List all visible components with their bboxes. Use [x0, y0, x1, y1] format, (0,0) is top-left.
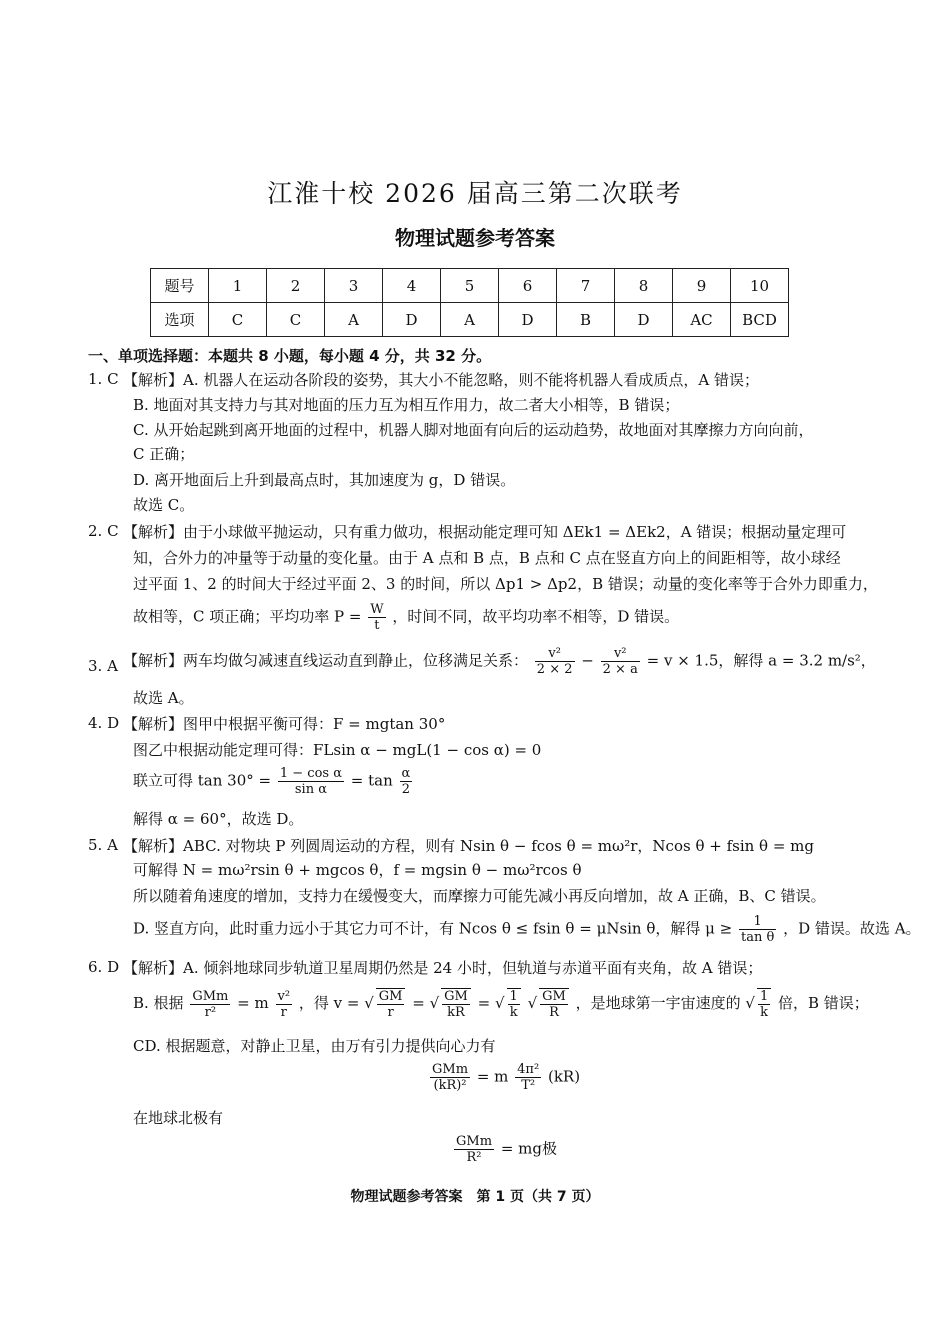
- text-span: = tan: [350, 771, 393, 790]
- section-heading: 一、单项选择题：本题共 8 小题，每小题 4 分，共 32 分。: [88, 347, 492, 365]
- document-subtitle: 物理试题参考答案: [395, 226, 555, 250]
- answer-line: 解得 α = 60°，故选 D。: [133, 810, 304, 828]
- fraction: [739, 914, 776, 945]
- fraction: [276, 989, 293, 1020]
- answer-line: [133, 914, 921, 945]
- text-span: = m: [476, 1067, 509, 1086]
- numerator: α: [401, 766, 411, 781]
- text-span: B. 根据: [133, 994, 184, 1012]
- text-span: 【解析】两车均做匀减速直线运动直到静止，位移满足关系：: [123, 651, 529, 670]
- table-cell: 4: [383, 269, 441, 303]
- question-number: 4. D: [88, 714, 120, 732]
- answer-line: 知，合外力的冲量等于动量的变化量。由于 A 点和 B 点，B 点和 C 点在竖直方向上的间距相等，故小球经: [133, 549, 841, 567]
- table-cell: 8: [615, 269, 673, 303]
- text-span: = m: [237, 994, 269, 1012]
- denominator: kR: [447, 1005, 465, 1020]
- equation: [428, 1062, 580, 1093]
- table-cell: D: [615, 303, 673, 337]
- question-number: 5. A: [88, 836, 118, 854]
- table-cell: 10: [731, 269, 789, 303]
- fraction: [454, 1134, 494, 1165]
- answer-line: 【解析】由于小球做平抛运动，只有重力做功，根据动能定理可知 ΔEk1 = ΔEk2，A 错误；根据动量定理可: [123, 523, 847, 541]
- numerator: v²: [601, 646, 640, 662]
- denominator: R²: [466, 1150, 482, 1165]
- table-cell: 3: [325, 269, 383, 303]
- page-footer: 物理试题参考答案 第 1 页（共 7 页）: [350, 1189, 600, 1205]
- denominator: r: [280, 1004, 287, 1020]
- fraction: [278, 766, 344, 797]
- numerator: GM: [444, 989, 468, 1004]
- numerator: 1: [759, 989, 769, 1004]
- equation: [452, 1134, 557, 1165]
- fraction: [368, 602, 385, 633]
- answer-line: D. 离开地面后上升到最高点时，其加速度为 g，D 错误。: [133, 471, 516, 489]
- denominator: k: [509, 1005, 518, 1020]
- answer-line: 【解析】A. 机器人在运动各阶段的姿势，其大小不能忽略，则不能将机器人看成质点，A 错误；: [123, 371, 759, 389]
- fraction: [601, 646, 640, 677]
- question-number: 1. C: [88, 370, 119, 388]
- answer-line: 故选 A。: [133, 689, 194, 707]
- text-span: = mg极: [500, 1139, 557, 1158]
- text-span: 倍，B 错误；: [778, 994, 869, 1012]
- numerator: v²: [277, 988, 291, 1004]
- answer-line: 在地球北极有: [133, 1109, 224, 1127]
- table-row: [151, 303, 789, 337]
- text-span: (kR): [547, 1067, 581, 1086]
- table-cell: 2: [267, 269, 325, 303]
- fraction: [515, 1062, 541, 1093]
- table-cell: BCD: [731, 303, 789, 337]
- numerator: GMm: [432, 1062, 469, 1077]
- answer-line: C. 从开始起跳到离开地面的过程中，机器人脚对地面有向后的运动趋势，故地面对其摩擦力方向向前，: [133, 421, 814, 439]
- table-cell: A: [441, 303, 499, 337]
- numerator: W: [370, 602, 384, 617]
- text-span: ，是地球第一宇宙速度的: [575, 994, 741, 1012]
- row-label-answer: 选项: [151, 303, 209, 337]
- table-cell: A: [325, 303, 383, 337]
- table-cell: 6: [499, 269, 557, 303]
- numerator: 4π²: [517, 1062, 540, 1077]
- answer-line: [123, 646, 876, 677]
- answer-line: 故选 C。: [133, 496, 195, 514]
- denominator: 2 × a: [602, 662, 638, 677]
- table-cell: AC: [673, 303, 731, 337]
- answer-line: 所以随着角速度的增加，支持力在缓慢变大，而摩擦力可能先减小再反向增加，故 A 正确，B、C 错误。: [133, 887, 826, 905]
- table-cell: 9: [673, 269, 731, 303]
- table-cell: C: [267, 303, 325, 337]
- denominator: r: [387, 1005, 394, 1020]
- sqrt-fraction: [507, 988, 521, 1020]
- numerator: 1 − cos α: [279, 766, 342, 781]
- fraction: [400, 766, 413, 797]
- table-cell: D: [383, 303, 441, 337]
- answer-line: 图乙中根据动能定理可得：FLsin α − mgL(1 − cos α) = 0: [133, 741, 542, 759]
- answer-line: 过平面 1、2 的时间大于经过平面 2、3 的时间，所以 Δp1 > Δp2，B 错误；动量的变化率等于合外力即重力，: [133, 575, 878, 593]
- fraction: [430, 1062, 470, 1093]
- answer-line: CD. 根据题意，对静止卫星，由万有引力提供向心力有: [133, 1037, 496, 1055]
- text-span: = v × 1.5，解得 a = 3.2 m/s²，: [646, 651, 876, 670]
- text-span: D. 竖直方向，此时重力远小于其它力可不计，有 Ncos θ ≤ fsin θ = μNsin θ，解得 μ ≥: [133, 919, 733, 938]
- numerator: GM: [542, 989, 566, 1004]
- text-span: ，时间不同，故平均功率不相等，D 错误。: [392, 607, 680, 626]
- denominator: 2: [401, 782, 411, 797]
- table-cell: C: [209, 303, 267, 337]
- denominator: T²: [521, 1078, 536, 1093]
- row-label-number: 题号: [151, 269, 209, 303]
- document-title: 江淮十校 2026 届高三第二次联考: [267, 179, 683, 208]
- numerator: GMm: [456, 1134, 493, 1149]
- answer-line: B. 根据 $\frac{\text{GMm}}{\text{r²}}$ = m $\frac{\text{v²}}{r}$ ，得 v = √ $\frac{GM}{r}$ = √ $\frac{GM}{kR}$ = √ $\frac{1}{k}$ √ $\frac{GM}{R}$ ，是地球第一宇宙速度的 √ $\frac{1}{k}$ 倍，B 错误；: [133, 988, 869, 1020]
- denominator: 2 × 2: [536, 662, 573, 677]
- denominator: R: [549, 1005, 559, 1020]
- answer-line: 【解析】A. 倾斜地球同步轨道卫星周期仍然是 24 小时，但轨道与赤道平面有夹角，故 A 错误；: [123, 959, 763, 977]
- text-span: ，得 v =: [298, 994, 360, 1012]
- numerator: v²: [535, 646, 575, 662]
- table-cell: 5: [441, 269, 499, 303]
- answer-line: B. 地面对其支持力与其对地面的压力互为相互作用力，故二者大小相等，B 错误；: [133, 396, 680, 414]
- denominator: tan θ: [741, 930, 775, 945]
- table-cell: D: [499, 303, 557, 337]
- answer-line: C 正确；: [133, 445, 195, 463]
- numerator: GM: [378, 989, 403, 1004]
- operator: −: [581, 651, 594, 670]
- denominator: t: [374, 618, 380, 633]
- numerator: GMm: [192, 988, 229, 1004]
- sqrt-fraction: [539, 988, 569, 1020]
- table-row: [151, 269, 789, 303]
- sqrt-fraction: [376, 988, 406, 1020]
- text-span: ，D 错误。故选 A。: [783, 919, 921, 938]
- question-number: 3. A: [88, 657, 118, 675]
- sqrt-fraction: [441, 988, 471, 1020]
- text-span: 联立可得 tan 30° =: [133, 771, 272, 790]
- answer-line: [133, 766, 414, 797]
- sqrt-fraction: [757, 988, 771, 1020]
- answer-table: [150, 268, 789, 337]
- fraction: [535, 646, 575, 677]
- fraction: [190, 989, 230, 1020]
- answer-line: 可解得 N = mω²rsin θ + mgcos θ，f = mgsin θ − mω²rcos θ: [133, 861, 582, 879]
- question-number: 6. D: [88, 958, 120, 976]
- text-span: 故相等，C 项正确；平均功率 P =: [133, 607, 362, 626]
- question-number: 2. C: [88, 522, 119, 540]
- table-cell: B: [557, 303, 615, 337]
- answer-line: 【解析】图甲中根据平衡可得：F = mgtan 30°: [123, 715, 446, 733]
- numerator: 1: [739, 914, 776, 930]
- answer-line: [133, 602, 679, 633]
- denominator: sin α: [294, 782, 327, 797]
- denominator: (kR)²: [433, 1078, 467, 1093]
- table-cell: 7: [557, 269, 615, 303]
- denominator: k: [760, 1005, 769, 1020]
- table-cell: 1: [209, 269, 267, 303]
- denominator: r²: [204, 1004, 217, 1020]
- answer-line: 【解析】ABC. 对物块 P 列圆周运动的方程，则有 Nsin θ − fcos θ = mω²r，Ncos θ + fsin θ = mg: [123, 837, 815, 855]
- numerator: 1: [509, 989, 518, 1004]
